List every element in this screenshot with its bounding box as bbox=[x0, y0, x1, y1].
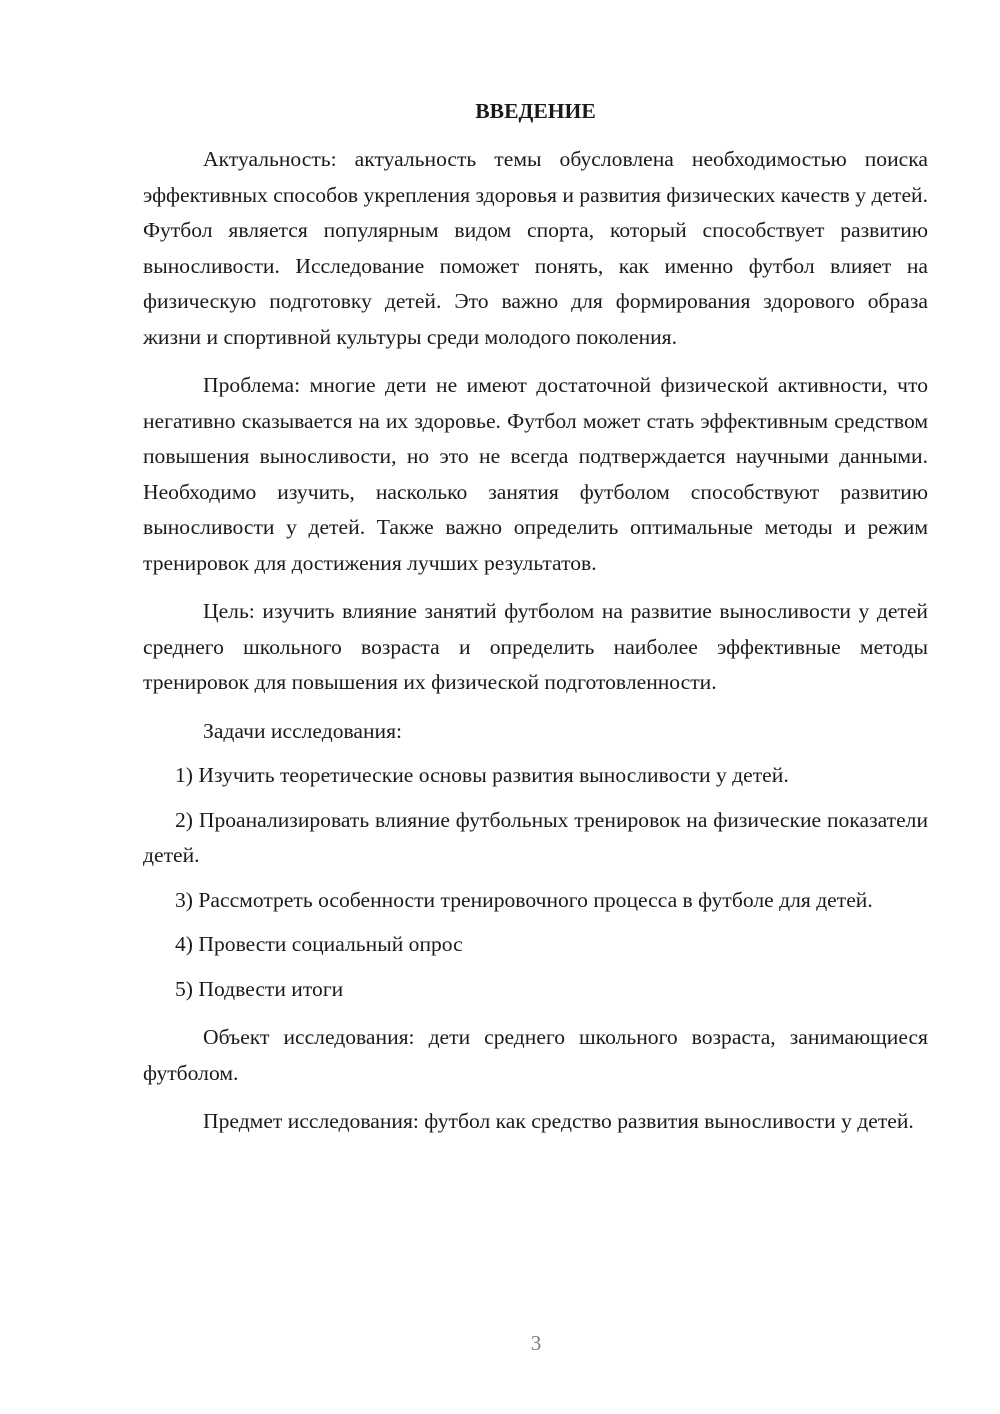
document-page bbox=[143, 96, 928, 1140]
problem-paragraph: Проблема: многие дети не имеют достаточной физической активности, что негативно сказывается на их здоровье. Футбол может стать эффективным средством повышения выносливости, но это не всегда подтверждается научными данными. Необходимо изучить, насколько занятия футболом способствуют развитию выносливости у детей. Также важно определить оптимальные методы и режим тренировок для достижения лучших результатов. bbox=[143, 373, 928, 575]
object-paragraph: Объект исследования: дети среднего школьного возраста, занимающиеся футболом. bbox=[143, 1025, 928, 1085]
page-title: ВВЕДЕНИЕ bbox=[475, 99, 596, 123]
tasks-list bbox=[143, 758, 928, 1007]
subject-paragraph: Предмет исследования: футбол как средство развития выносливости у детей. bbox=[203, 1109, 914, 1133]
task-item: 1) Изучить теоретические основы развития выносливости у детей. bbox=[175, 763, 789, 787]
task-item: 5) Подвести итоги bbox=[175, 976, 344, 1001]
goal-paragraph: Цель: изучить влияние занятий футболом на развитие выносливости у детей среднего школьного возраста и определить наиболее эффективные методы тренировок для повышения их физической подготовленности. bbox=[143, 599, 928, 694]
task-item: 4) Провести социальный опрос bbox=[175, 932, 463, 956]
relevance-paragraph: Актуальность: актуальность темы обусловлена необходимостью поиска эффективных способов укрепления здоровья и развития физических качеств у детей. Футбол является популярным видом спорта, который способствует развитию выносливости. Исследование поможет понять, как именно футбол влияет на физическую подготовку детей. Это важно для формирования здорового образа жизни и спортивной культуры среди молодого поколения. bbox=[143, 147, 928, 349]
task-item: 2) Проанализировать влияние футбольных тренировок на физические показатели детей. bbox=[143, 807, 928, 867]
task-item: 3) Рассмотреть особенности тренировочного процесса в футболе для детей. bbox=[175, 887, 873, 912]
page-number: 3 bbox=[530, 1331, 542, 1355]
tasks-heading: Задачи исследования: bbox=[203, 718, 403, 743]
